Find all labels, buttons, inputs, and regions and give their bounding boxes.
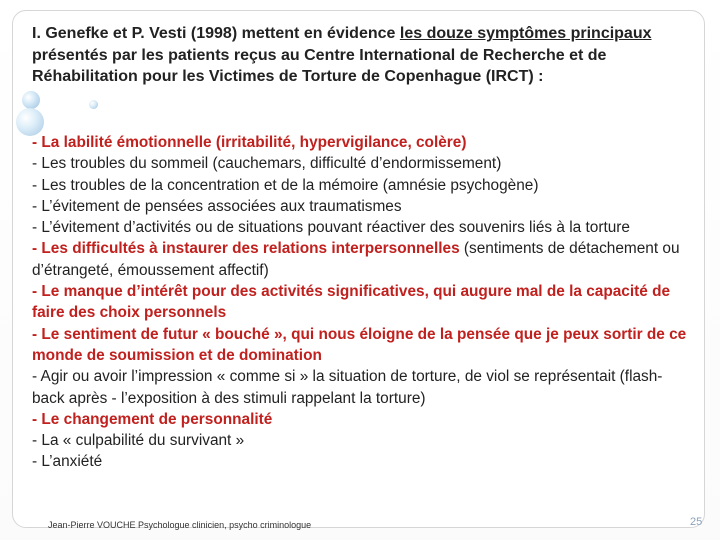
item-text: - L’évitement d’activités ou de situations pouvant réactiver des souvenirs liés à la torture — [32, 219, 630, 237]
list-item — [32, 153, 692, 174]
decorative-bubble — [89, 100, 98, 109]
list-item — [32, 196, 692, 217]
list-item — [32, 366, 692, 409]
list-item — [32, 324, 692, 367]
intro-text-end: présentés par les patients reçus au Centre International de Recherche et de Réhabilitation pour les Victimes de Torture de Copenhague (IRCT) : — [32, 46, 607, 85]
page-number: 25 — [690, 516, 703, 528]
symptom-list — [32, 132, 692, 473]
list-item — [32, 430, 692, 451]
item-highlight: - Les difficultés à instaurer des relations interpersonnelles — [32, 240, 460, 258]
intro-text-start: I. Genefke et P. Vesti (1998) mettent en évidence — [32, 25, 400, 42]
decorative-bubble — [22, 91, 40, 109]
intro-underlined-text: les douze symptômes principaux — [399, 25, 652, 42]
item-text: - L’évitement de pensées associées aux traumatismes — [32, 197, 402, 215]
item-text: - Les troubles de la concentration et de la mémoire (amnésie psychogène) — [32, 176, 539, 194]
item-text: - Agir ou avoir l’impression « comme si » la situation de torture, de viol se représentait (flash-back après - l’exposition à des stimuli rappelant la torture) — [32, 368, 663, 407]
intro-paragraph — [32, 23, 692, 88]
item-highlight: - Le changement de personnalité — [32, 410, 273, 428]
item-text: (sentiments de détachement ou d’étrangeté, émoussement affectif) — [32, 240, 680, 279]
item-highlight: - Le sentiment de futur « bouché », qui nous éloigne de la pensée que je peux sortir de ce monde de soumission et de domination — [32, 325, 687, 364]
list-item — [32, 217, 692, 238]
list-item — [32, 451, 692, 472]
list-item — [32, 238, 692, 281]
item-text: - L’anxiété — [32, 453, 103, 471]
list-item — [32, 281, 692, 324]
item-highlight: - La labilité émotionnelle (irritabilité, hypervigilance, colère) — [32, 134, 467, 151]
list-item — [32, 175, 692, 196]
list-item — [32, 409, 692, 430]
slide-footer: Jean-Pierre VOUCHE Psychologue clinicien, psycho criminologue — [48, 520, 312, 530]
item-text: - Les troubles du sommeil (cauchemars, difficulté d’endormissement) — [32, 155, 502, 173]
item-highlight: - Le manque d’intérêt pour des activités significatives, qui augure mal de la capacité de faire des choix personnels — [32, 283, 671, 322]
list-item — [32, 132, 692, 153]
item-text: - La « culpabilité du survivant » — [32, 432, 245, 450]
